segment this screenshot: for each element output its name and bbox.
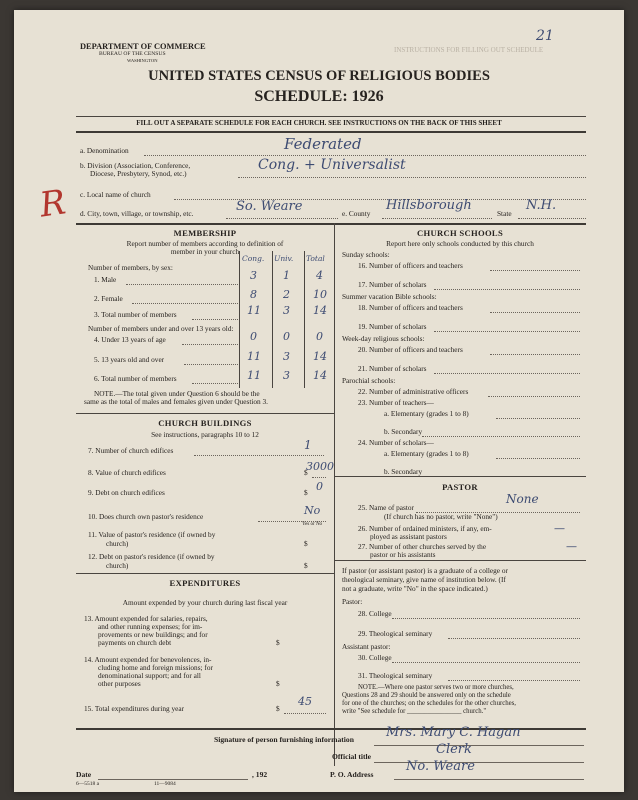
q3-total: 14 (313, 304, 327, 317)
signature-value: Mrs. Mary C. Hagan (386, 725, 521, 740)
q24-label: 24. Number of scholars— (358, 438, 434, 447)
q11-dollar: $ (304, 539, 308, 548)
official-title-label: Official title (332, 752, 372, 761)
q15-dollar: $ (276, 704, 280, 713)
weekday-schools-label: Week-day religious schools: (342, 334, 425, 343)
q11-label-2: church) (106, 539, 129, 548)
q7-label: 7. Number of church edifices (88, 446, 174, 455)
assistant-pastor-subhead: Assistant pastor: (342, 642, 391, 651)
membership-note-1: NOTE.—The total given under Question 6 should be the (94, 389, 260, 398)
sunday-schools-label: Sunday schools: (342, 250, 390, 259)
q18-label: 18. Number of officers and teachers (358, 303, 463, 312)
q10-hint: Yes or No (302, 522, 323, 527)
q5-cong: 11 (247, 350, 261, 363)
q2-total: 10 (313, 288, 327, 301)
county-value: Hillsborough (386, 198, 472, 213)
q13-dollar: $ (276, 638, 280, 647)
col-head-univ: Univ. (274, 254, 294, 263)
q1-total: 4 (316, 269, 323, 282)
q19-label: 19. Number of scholars (358, 322, 427, 331)
q12-label-2: church) (106, 561, 129, 570)
q14-line-4: other purposes (98, 679, 141, 688)
division-label-1: b. Division (Association, Conference, (80, 161, 191, 170)
q31-label: 31. Theological seminary (358, 671, 433, 680)
graduate-note-1: If pastor (or assistant pastor) is a graduate of a college or (342, 566, 508, 575)
graduate-note-2: theological seminary, give name of institution below. (If (342, 575, 506, 584)
census-schedule-sheet (14, 10, 624, 792)
county-label: e. County (342, 209, 371, 218)
pastor-heading: PASTOR (442, 482, 478, 492)
city-name: WASHINGTON (127, 58, 158, 63)
page-number: 21 (536, 28, 554, 44)
bureau-name: BUREAU OF THE CENSUS (99, 51, 166, 57)
print-code: 11—9084 (154, 781, 176, 787)
pastor-subhead: Pastor: (342, 597, 363, 606)
q5-total: 14 (313, 350, 327, 363)
city-label: d. City, town, village, or township, etc. (80, 209, 194, 218)
q14-line-3: denominational support; and for all (98, 671, 201, 680)
q4-univ: 0 (283, 330, 290, 343)
membership-note-2: same as the total of males and females given under Question 3. (84, 397, 268, 406)
buildings-instruction: See instructions, paragraphs 10 to 12 (151, 430, 259, 439)
form-title: UNITED STATES CENSUS OF RELIGIOUS BODIES (148, 68, 490, 84)
q13-line-4: payments on church debt (98, 638, 172, 647)
q12-dollar: $ (304, 561, 308, 570)
q15-value: 45 (298, 695, 312, 708)
q28-label: 28. College (358, 609, 392, 618)
q26-value: — (554, 522, 565, 535)
q20-label: 20. Number of officers and teachers (358, 345, 463, 354)
q8-label: 8. Value of church edifices (88, 468, 166, 477)
red-margin-mark: R (37, 182, 69, 226)
q30-label: 30. College (358, 653, 392, 662)
official-title-value: Clerk (436, 742, 472, 757)
membership-intro-1: Report number of members according to definition of (126, 239, 284, 248)
denomination-value: Federated (284, 135, 362, 153)
po-address-label: P. O. Address (330, 770, 374, 779)
q3-label: 3. Total number of members (94, 310, 177, 319)
division-label-2: Diocese, Presbytery, Synod, etc.) (90, 169, 187, 178)
pastor-note-4: write "See schedule for ________________ church." (342, 708, 487, 715)
schedule-year: SCHEDULE: 1926 (254, 88, 384, 105)
schools-subheading: Report here only schools conducted by this church (386, 239, 534, 248)
q4-total: 0 (316, 330, 323, 343)
summer-schools-label: Summer vacation Bible schools: (342, 292, 437, 301)
q3-univ: 3 (283, 304, 290, 317)
q26-label-1: 26. Number of ordained ministers, if any, em- (358, 524, 492, 533)
q8-dollar: $ (304, 468, 308, 477)
q16-label: 16. Number of officers and teachers (358, 261, 463, 270)
pastor-note-1: NOTE.—Where one pastor serves two or more churches, (358, 684, 514, 691)
q27-value: — (566, 540, 577, 553)
q14-dollar: $ (276, 679, 280, 688)
q1-label: 1. Male (94, 275, 117, 284)
denomination-label: a. Denomination (80, 146, 129, 155)
q10-label: 10. Does church own pastor's residence (88, 512, 204, 521)
expenditures-heading: EXPENDITURES (169, 578, 241, 588)
q15-label: 15. Total expenditures during year (84, 704, 185, 713)
q12-label-1: 12. Debt on pastor's residence (if owned by (88, 552, 215, 561)
q9-value: 0 (316, 480, 323, 493)
q6-cong: 11 (247, 369, 261, 382)
q6-total: 14 (313, 369, 327, 382)
q23b-label: b. Secondary (384, 427, 423, 436)
q27-label-1: 27. Number of other churches served by the (358, 542, 487, 551)
pastor-note-2: Questions 28 and 29 should be answered only on the schedule (342, 692, 511, 699)
expenditures-subheading: Amount expended by your church during last fiscal year (122, 598, 288, 607)
q22-label: 22. Number of administrative officers (358, 387, 469, 396)
q24a-label: a. Elementary (grades 1 to 8) (384, 449, 469, 458)
schools-heading: CHURCH SCHOOLS (416, 228, 504, 238)
q10-value: No (304, 504, 321, 517)
department-name: DEPARTMENT OF COMMERCE (80, 42, 206, 51)
q14-line-1: 14. Amount expended for benevolences, in- (84, 655, 212, 664)
po-address-value: No. Weare (406, 759, 475, 774)
q5-label: 5. 13 years old and over (94, 355, 165, 364)
form-instruction: FILL OUT A SEPARATE SCHEDULE FOR EACH CHURCH. SEE INSTRUCTIONS ON THE BACK OF THIS SHEET (136, 119, 502, 127)
q2-label: 2. Female (94, 294, 123, 303)
q9-label: 9. Debt on church edifices (88, 488, 165, 497)
q6-label: 6. Total number of members (94, 374, 177, 383)
age-intro-label: Number of members under and over 13 years old: (88, 324, 234, 333)
graduate-note-3: not a graduate, write "No" in the space indicated.) (342, 584, 488, 593)
col-head-total: Total (306, 254, 325, 263)
q25-hint: (If church has no pastor, write "None") (384, 512, 498, 521)
form-code: 6—5518 a (76, 781, 100, 787)
membership-intro-2: member in your church (170, 247, 240, 256)
q14-line-2: cluding home and foreign missions; for (98, 663, 213, 672)
state-label: State (497, 209, 512, 218)
q8-value: 3000 (306, 460, 334, 473)
q1-cong: 3 (250, 269, 257, 282)
q23a-label: a. Elementary (grades 1 to 8) (384, 409, 469, 418)
parochial-schools-label: Parochial schools: (342, 376, 396, 385)
pastor-note-3: for one of the churches; on the schedules for the other churches, (342, 700, 517, 707)
q23-label: 23. Number of teachers— (358, 398, 434, 407)
division-value: Cong. + Universalist (258, 157, 406, 173)
signature-label: Signature of person furnishing information (214, 735, 354, 744)
faded-bleed-text: INSTRUCTIONS FOR FILLING OUT SCHEDULE (394, 46, 544, 54)
date-label: Date (76, 770, 92, 779)
q21-label: 21. Number of scholars (358, 364, 427, 373)
q6-univ: 3 (283, 369, 290, 382)
q3-cong: 11 (247, 304, 261, 317)
q29-label: 29. Theological seminary (358, 629, 433, 638)
members-by-sex-label: Number of members, by sex: (88, 263, 173, 272)
q4-label: 4. Under 13 years of age (94, 335, 166, 344)
buildings-heading: CHURCH BUILDINGS (158, 418, 252, 428)
q26-label-2: ployed as assistant pastors (370, 532, 447, 541)
q25-label: 25. Name of pastor (358, 503, 414, 512)
q25-value: None (506, 492, 539, 506)
q1-univ: 1 (283, 269, 290, 282)
col-head-cong: Cong. (242, 254, 265, 263)
q17-label: 17. Number of scholars (358, 280, 427, 289)
local-name-label: c. Local name of church (80, 190, 151, 199)
q24b-label: b. Secondary (384, 467, 423, 476)
q2-univ: 2 (283, 288, 290, 301)
q13-line-1: 13. Amount expended for salaries, repairs, (84, 614, 208, 623)
q2-cong: 8 (250, 288, 257, 301)
q4-cong: 0 (250, 330, 257, 343)
q11-label-1: 11. Value of pastor's residence (if owned by (88, 530, 216, 539)
q5-univ: 3 (283, 350, 290, 363)
membership-heading: MEMBERSHIP (173, 228, 237, 238)
q9-dollar: $ (304, 488, 308, 497)
q13-line-3: provements or new buildings; and for (98, 630, 208, 639)
q13-line-2: and other running expenses; for im- (98, 622, 203, 631)
city-value: So. Weare (236, 199, 303, 214)
state-value: N.H. (526, 198, 557, 213)
date-year: , 192 (252, 770, 268, 779)
q7-value: 1 (304, 438, 312, 452)
q27-label-2: pastor or his assistants (370, 550, 436, 559)
